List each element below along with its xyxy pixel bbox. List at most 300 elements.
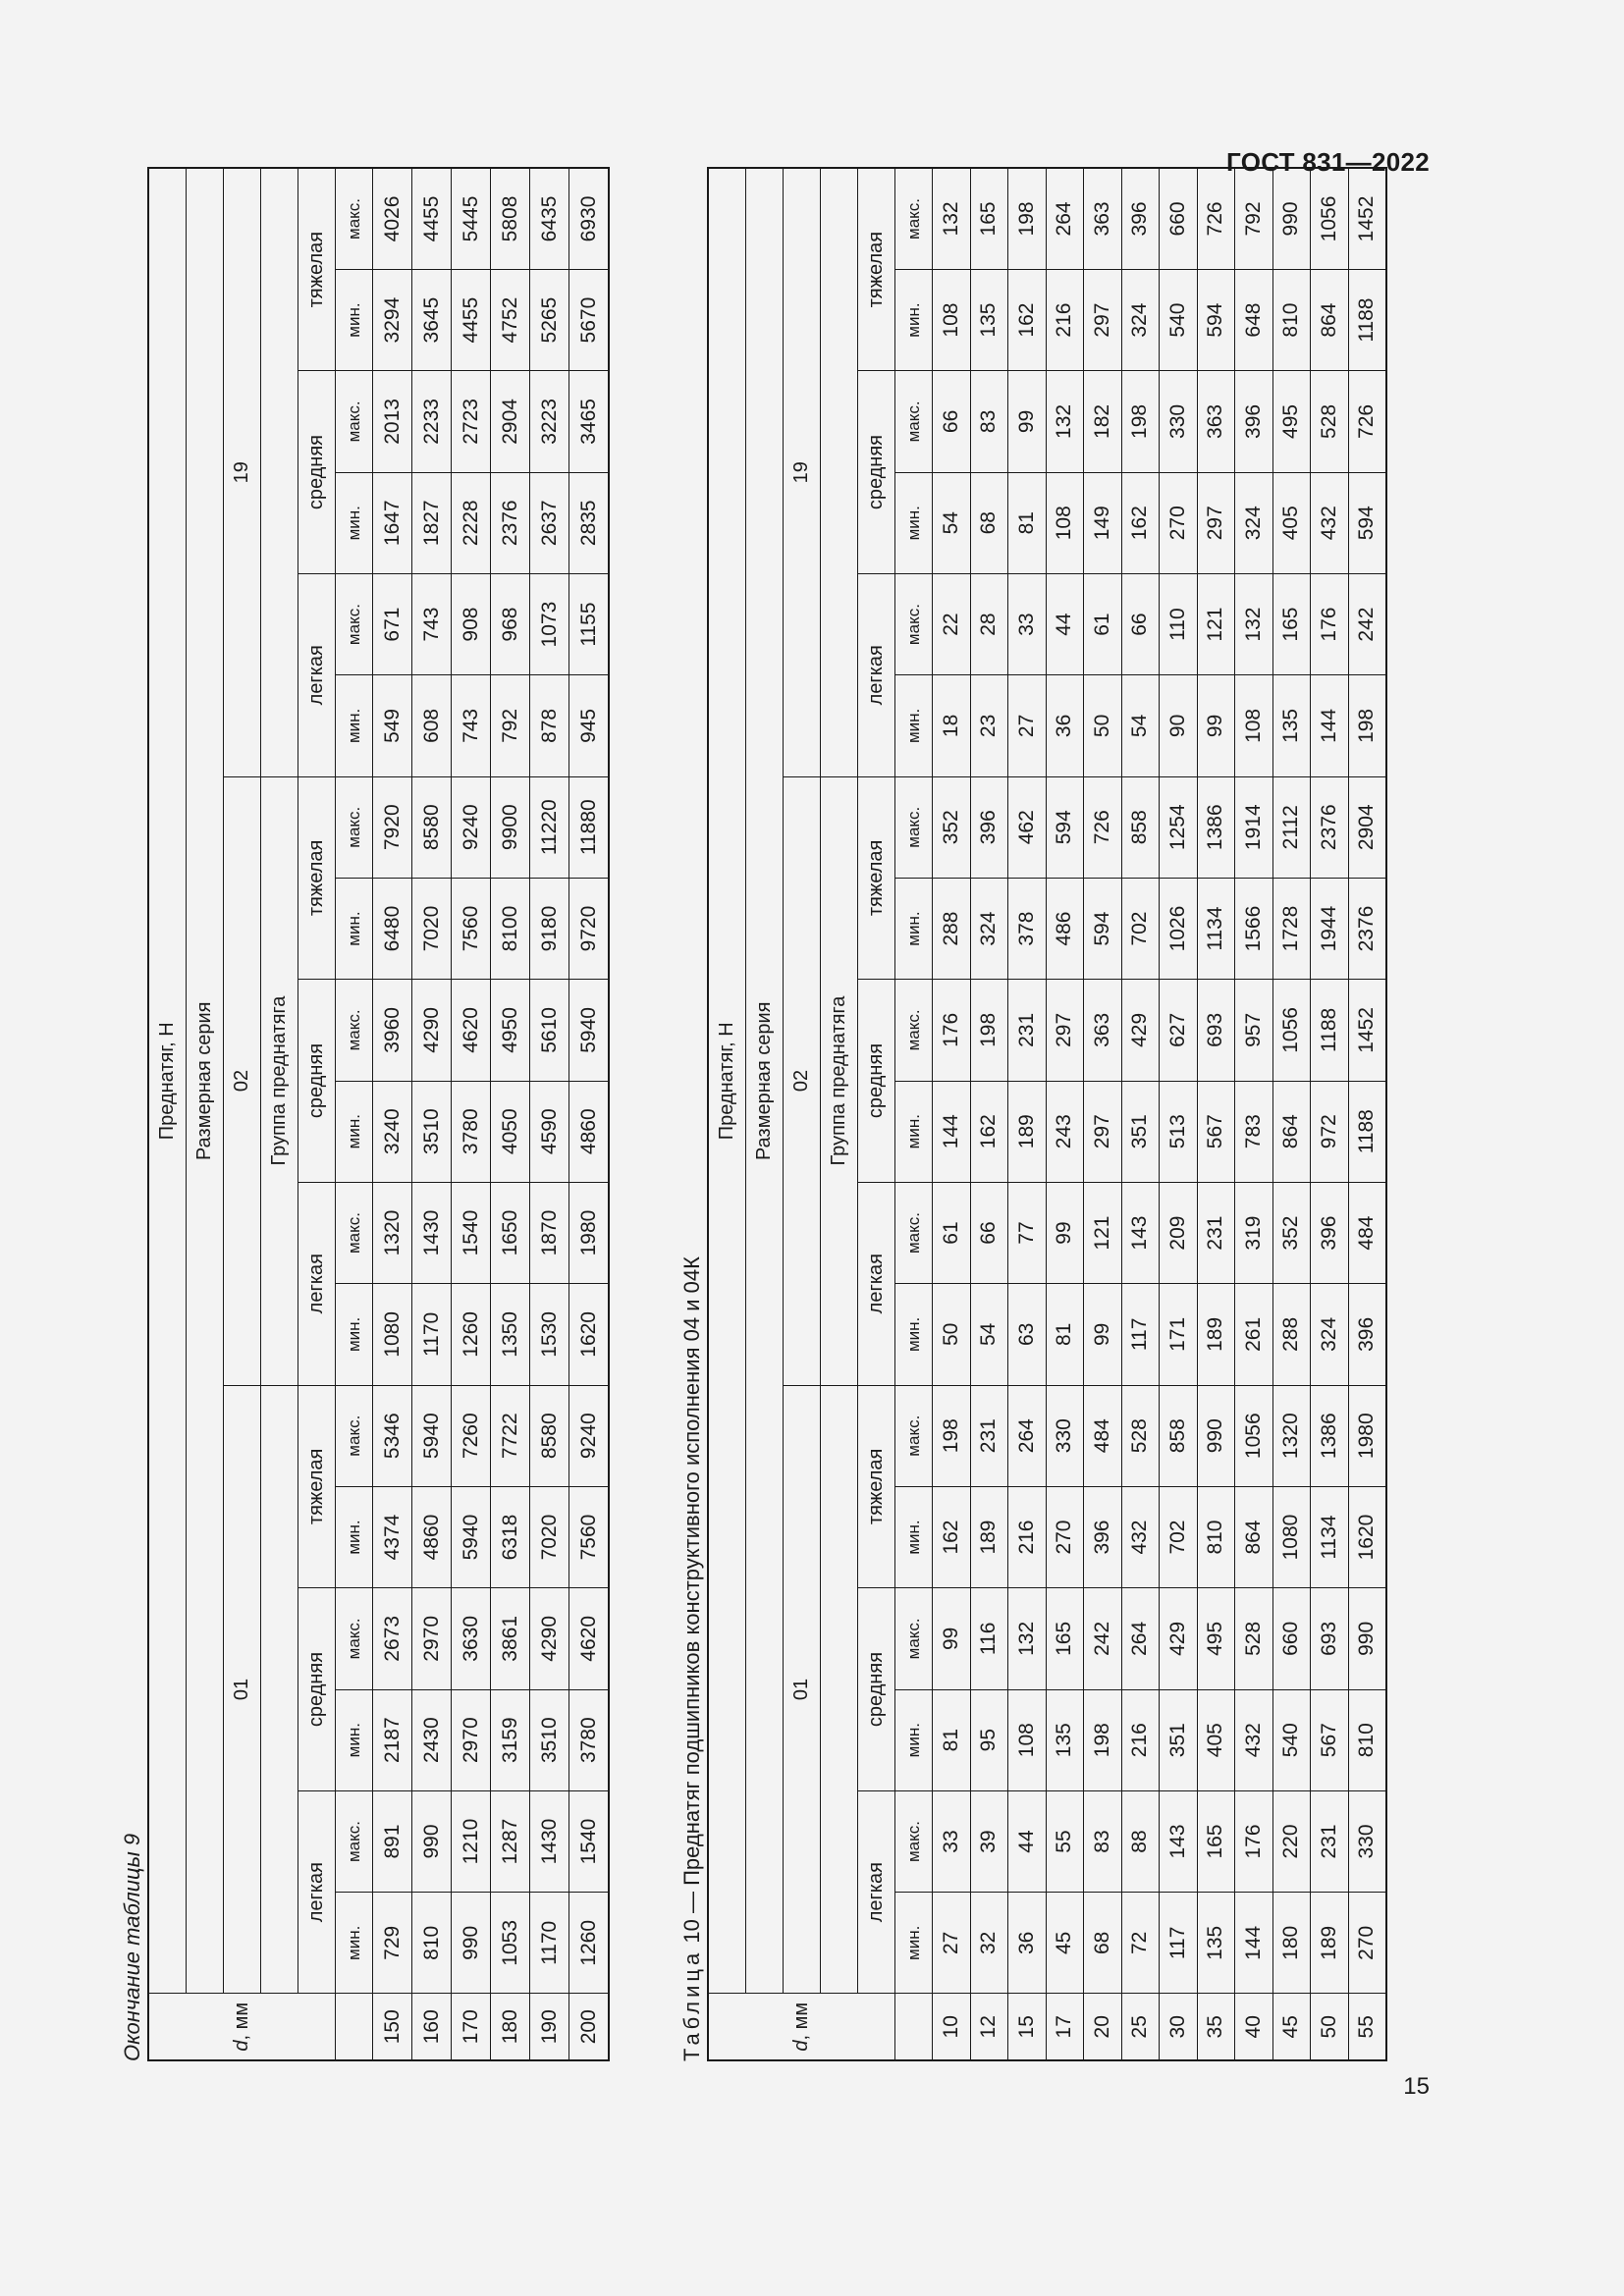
preload-value: 5346 bbox=[373, 1385, 412, 1486]
table-10-block bbox=[677, 167, 1387, 2061]
preload-value: 1170 bbox=[412, 1284, 452, 1385]
preload-value: 324 bbox=[1311, 1284, 1349, 1385]
preload-value: 1134 bbox=[1311, 1486, 1349, 1587]
preload-value: 198 bbox=[1008, 168, 1047, 269]
preload-value: 132 bbox=[933, 168, 971, 269]
preload-value: 957 bbox=[1235, 980, 1273, 1081]
preload-value: 6318 bbox=[491, 1486, 530, 1587]
preload-value: 324 bbox=[1121, 269, 1160, 370]
preload-value: 4374 bbox=[373, 1486, 412, 1587]
preload-value: 486 bbox=[1046, 878, 1084, 979]
preload-value: 1056 bbox=[1311, 168, 1349, 269]
preload-value: 33 bbox=[933, 1790, 971, 1892]
group-header: тяжелая bbox=[858, 168, 895, 371]
preload-value: 7722 bbox=[491, 1385, 530, 1486]
table-9-caption: Окончание таблицы 9 bbox=[120, 1833, 144, 2061]
preload-value: 2673 bbox=[373, 1588, 412, 1689]
preload-value: 1650 bbox=[491, 1182, 530, 1283]
preload-value: 81 bbox=[933, 1689, 971, 1790]
preload-value: 6435 bbox=[530, 168, 569, 269]
d-value: 160 bbox=[412, 1994, 452, 2060]
size-series-header: Размерная серия bbox=[746, 168, 784, 1994]
preload-value: 5940 bbox=[412, 1385, 452, 1486]
preload-value: 63 bbox=[1008, 1284, 1047, 1385]
blank-d-sub bbox=[336, 1994, 373, 2060]
preload-value: 567 bbox=[1311, 1689, 1349, 1790]
preload-value: 99 bbox=[933, 1588, 971, 1689]
preload-value: 1056 bbox=[1235, 1385, 1273, 1486]
page-number: 15 bbox=[1403, 2073, 1430, 2100]
preload-value: 2430 bbox=[412, 1689, 452, 1790]
preload-value: 117 bbox=[1160, 1893, 1198, 1994]
preload-value: 660 bbox=[1272, 1588, 1311, 1689]
preload-value: 270 bbox=[1046, 1486, 1084, 1587]
preload-value: 4455 bbox=[452, 269, 491, 370]
preload-value: 908 bbox=[452, 573, 491, 674]
preload-value: 180 bbox=[1272, 1893, 1311, 1994]
preload-value: 54 bbox=[1121, 675, 1160, 776]
preload-value: 990 bbox=[1272, 168, 1311, 269]
preload-value: 90 bbox=[1160, 675, 1198, 776]
table-row bbox=[933, 168, 971, 2060]
min-header: мин. bbox=[336, 269, 373, 370]
preload-value: 1620 bbox=[1348, 1486, 1386, 1587]
preload-value: 1540 bbox=[569, 1790, 610, 1892]
preload-value: 1452 bbox=[1348, 168, 1386, 269]
preload-value: 171 bbox=[1160, 1284, 1198, 1385]
preload-value: 68 bbox=[1084, 1893, 1122, 1994]
preload-value: 99 bbox=[1046, 1182, 1084, 1283]
preload-value: 363 bbox=[1084, 980, 1122, 1081]
preload-value: 1566 bbox=[1235, 878, 1273, 979]
table-row bbox=[452, 168, 491, 2060]
preload-value: 216 bbox=[1008, 1486, 1047, 1587]
min-header: мин. bbox=[336, 675, 373, 776]
preload-value: 396 bbox=[1235, 371, 1273, 472]
preload-value: 540 bbox=[1272, 1689, 1311, 1790]
min-header: мин. bbox=[895, 1081, 933, 1182]
series-02: 02 bbox=[784, 776, 821, 1385]
blank-group-01 bbox=[821, 1385, 858, 1994]
series-19: 19 bbox=[784, 168, 821, 776]
preload-value: 243 bbox=[1046, 1081, 1084, 1182]
preload-value: 495 bbox=[1272, 371, 1311, 472]
table-row bbox=[1084, 168, 1122, 2060]
d-value: 55 bbox=[1348, 1994, 1386, 2060]
series-19: 19 bbox=[224, 168, 261, 776]
preload-value: 1386 bbox=[1311, 1385, 1349, 1486]
preload-value: 1260 bbox=[569, 1893, 610, 1994]
preload-value: 220 bbox=[1272, 1790, 1311, 1892]
preload-value: 729 bbox=[373, 1893, 412, 1994]
preload-value: 528 bbox=[1311, 371, 1349, 472]
preload-value: 45 bbox=[1046, 1893, 1084, 1994]
preload-value: 352 bbox=[1272, 1182, 1311, 1283]
preload-value: 209 bbox=[1160, 1182, 1198, 1283]
preload-value: 108 bbox=[933, 269, 971, 370]
preload-value: 135 bbox=[1197, 1893, 1235, 1994]
preload-value: 121 bbox=[1197, 573, 1235, 674]
table-row bbox=[1008, 168, 1047, 2060]
preload-value: 7260 bbox=[452, 1385, 491, 1486]
preload-value: 108 bbox=[1235, 675, 1273, 776]
preload-value: 324 bbox=[1235, 472, 1273, 573]
table-row bbox=[1197, 168, 1235, 2060]
preload-value: 8580 bbox=[530, 1385, 569, 1486]
preload-value: 2376 bbox=[491, 472, 530, 573]
preload-value: 549 bbox=[373, 675, 412, 776]
group-preload-header: Группа преднатяга bbox=[821, 776, 858, 1385]
preload-value: 3861 bbox=[491, 1588, 530, 1689]
preload-value: 702 bbox=[1160, 1486, 1198, 1587]
group-header: легкая bbox=[298, 1182, 336, 1385]
preload-value: 3645 bbox=[412, 269, 452, 370]
table-10-caption-word: Таблица bbox=[679, 1949, 704, 2061]
table-row bbox=[1348, 168, 1386, 2060]
preload-value: 5940 bbox=[569, 980, 610, 1081]
preload-value: 3240 bbox=[373, 1081, 412, 1182]
max-header: макс. bbox=[895, 1385, 933, 1486]
preload-value: 594 bbox=[1046, 776, 1084, 878]
preload-value: 972 bbox=[1311, 1081, 1349, 1182]
preload-value: 22 bbox=[933, 573, 971, 674]
group-header: тяжелая bbox=[298, 168, 336, 371]
preload-value: 231 bbox=[1311, 1790, 1349, 1892]
preload-value: 810 bbox=[1348, 1689, 1386, 1790]
group-header: легкая bbox=[858, 1790, 895, 1994]
preload-value: 132 bbox=[1046, 371, 1084, 472]
preload-value: 242 bbox=[1084, 1588, 1122, 1689]
group-header: тяжелая bbox=[298, 1385, 336, 1588]
preload-value: 2112 bbox=[1272, 776, 1311, 878]
table-row bbox=[530, 168, 569, 2060]
min-header: мин. bbox=[336, 1284, 373, 1385]
preload-value: 648 bbox=[1235, 269, 1273, 370]
preload-value: 1254 bbox=[1160, 776, 1198, 878]
min-header: мин. bbox=[895, 1689, 933, 1790]
table-10-caption bbox=[677, 167, 707, 2061]
series-01: 01 bbox=[784, 1385, 821, 1994]
preload-value: 396 bbox=[1084, 1486, 1122, 1587]
group-header: легкая bbox=[298, 573, 336, 776]
preload-value: 32 bbox=[970, 1893, 1008, 1994]
preload-value: 792 bbox=[1235, 168, 1273, 269]
preload-value: 7020 bbox=[530, 1486, 569, 1587]
preload-value: 11220 bbox=[530, 776, 569, 878]
group-header: тяжелая bbox=[858, 776, 895, 980]
preload-value: 23 bbox=[970, 675, 1008, 776]
max-header: макс. bbox=[895, 371, 933, 472]
group-preload-header: Группа преднатяга bbox=[261, 776, 298, 1385]
d-value: 180 bbox=[491, 1994, 530, 2060]
group-header: легкая bbox=[858, 1182, 895, 1385]
preload-value: 2637 bbox=[530, 472, 569, 573]
preload-value: 135 bbox=[1272, 675, 1311, 776]
preload-value: 231 bbox=[1008, 980, 1047, 1081]
preload-value: 77 bbox=[1008, 1182, 1047, 1283]
preload-value: 88 bbox=[1121, 1790, 1160, 1892]
preload-value: 1350 bbox=[491, 1284, 530, 1385]
preload-value: 1320 bbox=[1272, 1385, 1311, 1486]
preload-value: 810 bbox=[412, 1893, 452, 1994]
preload-value: 4050 bbox=[491, 1081, 530, 1182]
preload-value: 1620 bbox=[569, 1284, 610, 1385]
preload-value: 39 bbox=[970, 1790, 1008, 1892]
min-header: мин. bbox=[336, 1893, 373, 1994]
preload-value: 11880 bbox=[569, 776, 610, 878]
preload-value: 7560 bbox=[569, 1486, 610, 1587]
min-header: мин. bbox=[895, 1284, 933, 1385]
preload-value: 176 bbox=[1235, 1790, 1273, 1892]
preload-value: 9240 bbox=[452, 776, 491, 878]
preload-value: 3159 bbox=[491, 1689, 530, 1790]
preload-value: 189 bbox=[1311, 1893, 1349, 1994]
max-header: макс. bbox=[895, 1790, 933, 1892]
blank-group-19 bbox=[261, 168, 298, 776]
table-row bbox=[1235, 168, 1273, 2060]
preload-value: 55 bbox=[1046, 1790, 1084, 1892]
preload-value: 405 bbox=[1272, 472, 1311, 573]
max-header: макс. bbox=[336, 1588, 373, 1689]
preload-value: 143 bbox=[1160, 1790, 1198, 1892]
preload-value: 693 bbox=[1311, 1588, 1349, 1689]
table-9-block bbox=[118, 167, 610, 2061]
series-01: 01 bbox=[224, 1385, 261, 1994]
blank-group-19 bbox=[821, 168, 858, 776]
table-row bbox=[1160, 168, 1198, 2060]
table-row bbox=[1046, 168, 1084, 2060]
preload-value: 162 bbox=[1121, 472, 1160, 573]
preload-value: 3294 bbox=[373, 269, 412, 370]
preload-value: 4950 bbox=[491, 980, 530, 1081]
max-header: макс. bbox=[336, 573, 373, 674]
preload-value: 528 bbox=[1235, 1588, 1273, 1689]
preload-value: 132 bbox=[1008, 1588, 1047, 1689]
preload-value: 1026 bbox=[1160, 878, 1198, 979]
preload-value: 68 bbox=[970, 472, 1008, 573]
group-header: легкая bbox=[298, 1790, 336, 1994]
preload-value: 27 bbox=[933, 1893, 971, 1994]
preload-value: 396 bbox=[970, 776, 1008, 878]
preload-value: 3780 bbox=[569, 1689, 610, 1790]
preload-value: 162 bbox=[1008, 269, 1047, 370]
preload-value: 198 bbox=[933, 1385, 971, 1486]
preload-value: 330 bbox=[1160, 371, 1198, 472]
preload-value: 297 bbox=[1197, 472, 1235, 573]
preload-value: 990 bbox=[1348, 1588, 1386, 1689]
preload-value: 297 bbox=[1046, 980, 1084, 1081]
preload-value: 743 bbox=[452, 675, 491, 776]
min-header: мин. bbox=[336, 878, 373, 979]
preload-value: 1914 bbox=[1235, 776, 1273, 878]
preload-value: 2187 bbox=[373, 1689, 412, 1790]
table-row bbox=[1311, 168, 1349, 2060]
preload-value: 5445 bbox=[452, 168, 491, 269]
preload-value: 135 bbox=[970, 269, 1008, 370]
preload-value: 1827 bbox=[412, 472, 452, 573]
preload-value: 858 bbox=[1160, 1385, 1198, 1486]
preload-value: 135 bbox=[1046, 1689, 1084, 1790]
preload-value: 216 bbox=[1046, 269, 1084, 370]
d-value: 150 bbox=[373, 1994, 412, 2060]
preload-value: 2013 bbox=[373, 371, 412, 472]
group-header: легкая bbox=[858, 573, 895, 776]
preload-header: Преднатяг, Н bbox=[148, 168, 187, 1994]
min-header: мин. bbox=[895, 269, 933, 370]
preload-value: 5940 bbox=[452, 1486, 491, 1587]
preload-value: 176 bbox=[1311, 573, 1349, 674]
preload-value: 143 bbox=[1121, 1182, 1160, 1283]
d-value: 50 bbox=[1311, 1994, 1349, 2060]
preload-value: 72 bbox=[1121, 1893, 1160, 1994]
table-row bbox=[412, 168, 452, 2060]
group-header: средняя bbox=[858, 1588, 895, 1791]
preload-value: 1980 bbox=[569, 1182, 610, 1283]
preload-value: 231 bbox=[1197, 1182, 1235, 1283]
preload-value: 540 bbox=[1160, 269, 1198, 370]
group-header: средняя bbox=[858, 980, 895, 1183]
preload-value: 162 bbox=[970, 1081, 1008, 1182]
preload-value: 4290 bbox=[530, 1588, 569, 1689]
preload-value: 7020 bbox=[412, 878, 452, 979]
preload-value: 3510 bbox=[412, 1081, 452, 1182]
preload-value: 1210 bbox=[452, 1790, 491, 1892]
max-header: макс. bbox=[336, 1385, 373, 1486]
d-value: 200 bbox=[569, 1994, 610, 2060]
preload-value: 297 bbox=[1084, 1081, 1122, 1182]
preload-value: 5808 bbox=[491, 168, 530, 269]
size-series-header: Размерная серия bbox=[187, 168, 224, 1994]
preload-value: 324 bbox=[970, 878, 1008, 979]
preload-value: 1170 bbox=[530, 1893, 569, 1994]
min-header: мин. bbox=[895, 472, 933, 573]
d-value: 15 bbox=[1008, 1994, 1047, 2060]
preload-value: 28 bbox=[970, 573, 1008, 674]
preload-value: 50 bbox=[933, 1284, 971, 1385]
min-header: мин. bbox=[336, 1689, 373, 1790]
preload-value: 2904 bbox=[1348, 776, 1386, 878]
max-header: макс. bbox=[336, 1182, 373, 1283]
preload-value: 50 bbox=[1084, 675, 1122, 776]
preload-value: 270 bbox=[1348, 1893, 1386, 1994]
preload-value: 61 bbox=[933, 1182, 971, 1283]
preload-value: 1188 bbox=[1311, 980, 1349, 1081]
preload-value: 4620 bbox=[452, 980, 491, 1081]
preload-value: 297 bbox=[1084, 269, 1122, 370]
preload-value: 1430 bbox=[412, 1182, 452, 1283]
d-header: d, мм bbox=[148, 1994, 336, 2060]
d-value: 30 bbox=[1160, 1994, 1198, 2060]
max-header: макс. bbox=[895, 776, 933, 878]
preload-value: 528 bbox=[1121, 1385, 1160, 1486]
preload-value: 9900 bbox=[491, 776, 530, 878]
preload-value: 363 bbox=[1084, 168, 1122, 269]
min-header: мин. bbox=[895, 1486, 933, 1587]
preload-value: 261 bbox=[1235, 1284, 1273, 1385]
table-10 bbox=[707, 167, 1387, 2061]
preload-value: 270 bbox=[1160, 472, 1198, 573]
preload-value: 702 bbox=[1121, 878, 1160, 979]
preload-value: 792 bbox=[491, 675, 530, 776]
preload-value: 99 bbox=[1197, 675, 1235, 776]
preload-value: 44 bbox=[1008, 1790, 1047, 1892]
preload-value: 594 bbox=[1348, 472, 1386, 573]
preload-value: 1728 bbox=[1272, 878, 1311, 979]
preload-value: 4455 bbox=[412, 168, 452, 269]
preload-value: 1287 bbox=[491, 1790, 530, 1892]
preload-value: 189 bbox=[1197, 1284, 1235, 1385]
preload-value: 1944 bbox=[1311, 878, 1349, 979]
preload-value: 2233 bbox=[412, 371, 452, 472]
preload-value: 9240 bbox=[569, 1385, 610, 1486]
preload-value: 6480 bbox=[373, 878, 412, 979]
preload-value: 2376 bbox=[1348, 878, 1386, 979]
min-header: мин. bbox=[895, 675, 933, 776]
group-header: средняя bbox=[298, 1588, 336, 1791]
preload-value: 3223 bbox=[530, 371, 569, 472]
table-row bbox=[970, 168, 1008, 2060]
preload-value: 743 bbox=[412, 573, 452, 674]
preload-value: 671 bbox=[373, 573, 412, 674]
preload-value: 132 bbox=[1235, 573, 1273, 674]
preload-value: 264 bbox=[1046, 168, 1084, 269]
preload-value: 810 bbox=[1272, 269, 1311, 370]
preload-value: 2835 bbox=[569, 472, 610, 573]
preload-value: 4290 bbox=[412, 980, 452, 1081]
preload-value: 6930 bbox=[569, 168, 610, 269]
preload-value: 108 bbox=[1046, 472, 1084, 573]
preload-value: 1134 bbox=[1197, 878, 1235, 979]
d-value: 40 bbox=[1235, 1994, 1273, 2060]
preload-value: 484 bbox=[1084, 1385, 1122, 1486]
preload-value: 165 bbox=[970, 168, 1008, 269]
preload-value: 81 bbox=[1008, 472, 1047, 573]
preload-value: 990 bbox=[412, 1790, 452, 1892]
max-header: макс. bbox=[895, 573, 933, 674]
min-header: мин. bbox=[895, 1893, 933, 1994]
preload-header: Преднатяг, Н bbox=[708, 168, 746, 1994]
preload-value: 726 bbox=[1084, 776, 1122, 878]
preload-value: 2376 bbox=[1311, 776, 1349, 878]
max-header: макс. bbox=[895, 980, 933, 1081]
table-row bbox=[373, 168, 412, 2060]
max-header: макс. bbox=[336, 980, 373, 1081]
preload-value: 61 bbox=[1084, 573, 1122, 674]
preload-value: 33 bbox=[1008, 573, 1047, 674]
max-header: макс. bbox=[895, 1182, 933, 1283]
preload-value: 165 bbox=[1046, 1588, 1084, 1689]
preload-value: 4860 bbox=[569, 1081, 610, 1182]
preload-value: 3510 bbox=[530, 1689, 569, 1790]
preload-value: 1980 bbox=[1348, 1385, 1386, 1486]
d-value: 190 bbox=[530, 1994, 569, 2060]
max-header: макс. bbox=[336, 776, 373, 878]
preload-value: 5670 bbox=[569, 269, 610, 370]
preload-value: 513 bbox=[1160, 1081, 1198, 1182]
preload-value: 864 bbox=[1235, 1486, 1273, 1587]
max-header: макс. bbox=[895, 168, 933, 269]
document-code: ГОСТ 831—2022 bbox=[1226, 147, 1430, 177]
preload-value: 396 bbox=[1121, 168, 1160, 269]
preload-value: 2970 bbox=[412, 1588, 452, 1689]
d-value: 10 bbox=[933, 1994, 971, 2060]
preload-value: 3465 bbox=[569, 371, 610, 472]
preload-value: 627 bbox=[1160, 980, 1198, 1081]
preload-value: 462 bbox=[1008, 776, 1047, 878]
preload-value: 117 bbox=[1121, 1284, 1160, 1385]
preload-value: 8100 bbox=[491, 878, 530, 979]
min-header: мин. bbox=[336, 1081, 373, 1182]
